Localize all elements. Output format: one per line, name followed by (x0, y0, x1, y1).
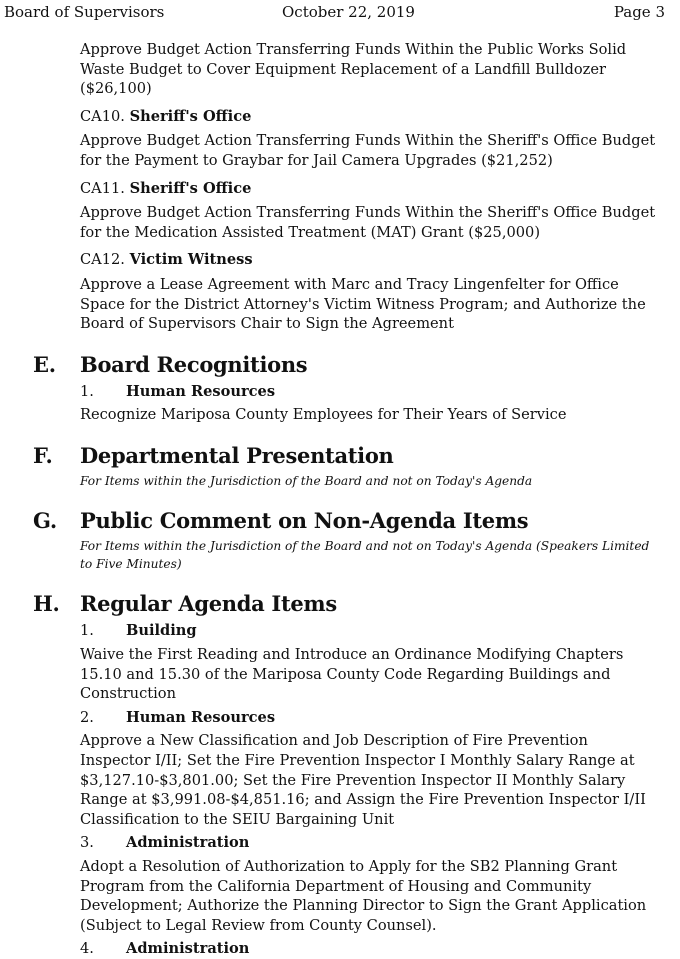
item-heading (80, 833, 662, 853)
item-description: Approve Budget Action Transferring Funds Within the Sheriff's Office Budget for the Payment to Graybar for Jail Camera Upgrades ($21,252) (80, 132, 656, 169)
section-title: Board Recognitions (80, 351, 308, 377)
consent-item-continued (0, 40, 680, 99)
item-description: Approve a Lease Agreement with Marc and Tracy Lingenfelter for Office Space for the District Attorney's Victim Witness Program; and Authorize the Board of Supervisors Chair to Sign the Agreement (80, 275, 646, 333)
consent-item (0, 250, 680, 333)
agenda-item (0, 833, 680, 935)
section-heading-h (0, 591, 680, 619)
item-department: Human Resources (126, 382, 276, 400)
item-heading (80, 382, 662, 402)
agenda-content (0, 40, 680, 959)
section-heading-f (0, 443, 680, 471)
item-heading (80, 621, 662, 641)
section-note-text: For Items within the Jurisdiction of the Board and not on Today's Agenda (Speakers Limited to Five Minutes) (80, 539, 650, 571)
section-note-text: For Items within the Jurisdiction of the Board and not on Today's Agenda (80, 473, 533, 488)
item-department: Administration (126, 940, 250, 958)
section-note (0, 538, 680, 573)
item-description: Approve a New Classification and Job Description of Fire Prevention Inspector I/II; Set the Fire Prevention Inspector I Monthly Salary Range at $3,127.10-$3,801.00; Set the Fire Prevention Inspector II Monthly Salary Range at $3,991.08-$4,851.16; and Assign the Fire Prevention Inspector I/II Classification to the SEIU Bargaining Unit (80, 732, 646, 828)
consent-item (0, 107, 680, 171)
section-letter: E. (33, 351, 56, 377)
item-description: Approve Budget Action Transferring Funds Within the Public Works Solid Waste Budget to Cover Equipment Replacement of a Landfill Bulldozer ($26,100) (80, 41, 627, 98)
header-board-name: Board of Supervisors (4, 3, 165, 21)
item-number: 1. (80, 622, 94, 640)
item-department: Sheriff's Office (129, 107, 252, 125)
item-number: CA10. (80, 107, 125, 125)
item-department: Human Resources (126, 708, 276, 726)
header-page-number: Page 3 (613, 3, 665, 21)
item-department: Victim Witness (129, 251, 253, 269)
item-heading (80, 708, 662, 728)
item-number: 4. (80, 940, 94, 958)
agenda-item (0, 939, 680, 959)
item-description: Adopt a Resolution of Authorization to Apply for the SB2 Planning Grant Program from the California Department of Housing and Community Development; Authorize the Planning Director to Sign the Grant Application (Subject to Legal Review from County Counsel). (80, 857, 647, 934)
item-description: Recognize Mariposa County Employees for Their Years of Service (80, 406, 567, 424)
item-heading (80, 107, 662, 127)
item-number: CA12. (80, 251, 125, 269)
section-title: Departmental Presentation (80, 442, 394, 468)
section-title: Regular Agenda Items (80, 591, 337, 617)
item-number: CA11. (80, 179, 125, 197)
item-heading (80, 939, 662, 959)
header-date: October 22, 2019 (282, 3, 415, 21)
agenda-item (0, 382, 680, 425)
section-heading-g (0, 508, 680, 536)
item-heading (80, 250, 662, 270)
item-number: 2. (80, 708, 94, 726)
item-department: Administration (126, 834, 250, 852)
item-number: 1. (80, 382, 94, 400)
item-department: Building (126, 622, 197, 640)
section-title: Public Comment on Non-Agenda Items (80, 508, 529, 534)
agenda-item (0, 708, 680, 830)
item-description: Approve Budget Action Transferring Funds Within the Sheriff's Office Budget for the Medication Assisted Treatment (MAT) Grant ($25,000) (80, 204, 656, 241)
section-heading-e (0, 352, 680, 380)
item-description: Waive the First Reading and Introduce an Ordinance Modifying Chapters 15.10 and 15.30 of the Mariposa County Code Regarding Buildings and Construction (80, 646, 624, 703)
item-heading (80, 179, 662, 199)
page-header (4, 3, 665, 23)
agenda-item (0, 621, 680, 703)
item-department: Sheriff's Office (129, 179, 252, 197)
item-number: 3. (80, 834, 94, 852)
consent-item (0, 179, 680, 243)
section-letter: G. (33, 508, 57, 534)
section-letter: H. (33, 591, 60, 617)
section-letter: F. (33, 442, 53, 468)
section-note (0, 473, 680, 491)
